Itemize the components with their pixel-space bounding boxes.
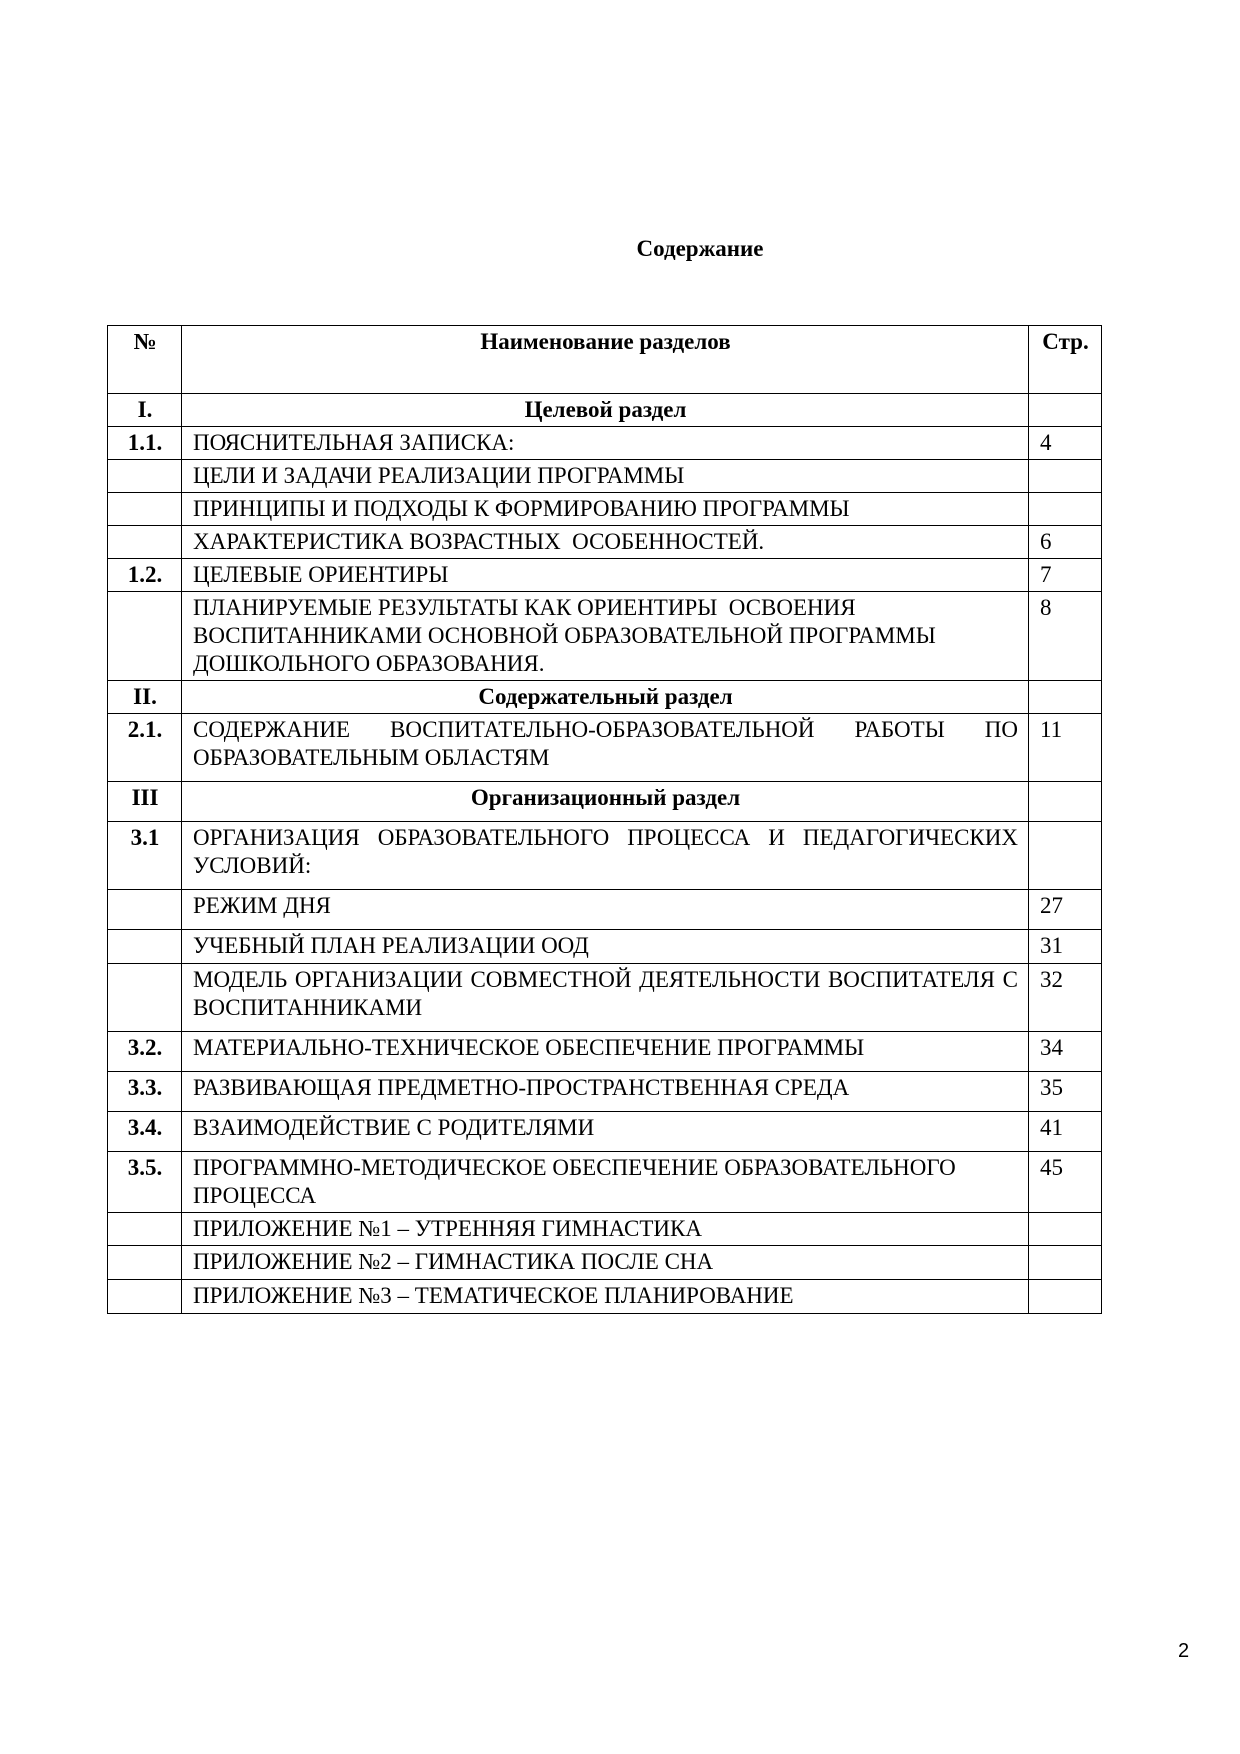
row-page: [1029, 782, 1102, 822]
section-heading: Организационный раздел: [182, 782, 1029, 822]
row-page: [1029, 493, 1102, 526]
row-page: [1029, 460, 1102, 493]
row-number: [108, 1213, 182, 1246]
row-title: МОДЕЛЬ ОРГАНИЗАЦИИ СОВМЕСТНОЙ ДЕЯТЕЛЬНОСТИ ВОСПИТАТЕЛЯ С ВОСПИТАННИКАМИ: [182, 964, 1029, 1032]
row-page: 11: [1029, 714, 1102, 782]
row-page: 8: [1029, 592, 1102, 681]
row-title: ХАРАКТЕРИСТИКА ВОЗРАСТНЫХ ОСОБЕННОСТЕЙ.: [182, 526, 1029, 559]
table-row: [108, 526, 1102, 559]
row-page: [1029, 1246, 1102, 1280]
page-number: 2: [1178, 1640, 1190, 1662]
row-page: 27: [1029, 890, 1102, 930]
table-row-section-1: [108, 394, 1102, 427]
row-title: ПРИЛОЖЕНИЕ №2 – ГИМНАСТИКА ПОСЛЕ СНА: [182, 1246, 1029, 1280]
page-title: Содержание: [636, 236, 764, 261]
row-number: 3.4.: [108, 1112, 182, 1152]
row-title: СОДЕРЖАНИЕ ВОСПИТАТЕЛЬНО-ОБРАЗОВАТЕЛЬНОЙ РАБОТЫ ПО ОБРАЗОВАТЕЛЬНЫМ ОБЛАСТЯМ: [182, 714, 1029, 782]
row-page: [1029, 822, 1102, 890]
row-number: [108, 526, 182, 559]
table-row: [108, 930, 1102, 964]
table-row: [108, 1152, 1102, 1213]
row-page: 31: [1029, 930, 1102, 964]
header-page: Стр.: [1029, 326, 1102, 394]
row-page: 7: [1029, 559, 1102, 592]
row-page: 41: [1029, 1112, 1102, 1152]
table-header-row: [108, 326, 1102, 394]
row-number: 3.2.: [108, 1032, 182, 1072]
row-page: 34: [1029, 1032, 1102, 1072]
row-page: 6: [1029, 526, 1102, 559]
row-page: 4: [1029, 427, 1102, 460]
row-number: 1.2.: [108, 559, 182, 592]
row-number: [108, 493, 182, 526]
table-row: [108, 714, 1102, 782]
table-row: [108, 1280, 1102, 1314]
table-row: [108, 822, 1102, 890]
row-title: ПРИЛОЖЕНИЕ №3 – ТЕМАТИЧЕСКОЕ ПЛАНИРОВАНИЕ: [182, 1280, 1029, 1314]
row-page: [1029, 394, 1102, 427]
row-number: [108, 964, 182, 1032]
row-page: 32: [1029, 964, 1102, 1032]
row-number: [108, 890, 182, 930]
row-number: 1.1.: [108, 427, 182, 460]
table-row: [108, 1032, 1102, 1072]
row-number: 3.3.: [108, 1072, 182, 1112]
table-row: [108, 1112, 1102, 1152]
table-row: [108, 427, 1102, 460]
row-number: [108, 1246, 182, 1280]
table-row: [108, 1246, 1102, 1280]
table-of-contents: [107, 325, 1102, 1314]
table-row: [108, 559, 1102, 592]
header-number: №: [108, 326, 182, 394]
row-page: 35: [1029, 1072, 1102, 1112]
table-row: [108, 1072, 1102, 1112]
row-title: ПРИЛОЖЕНИЕ №1 – УТРЕННЯЯ ГИМНАСТИКА: [182, 1213, 1029, 1246]
row-title: ЦЕЛИ И ЗАДАЧИ РЕАЛИЗАЦИИ ПРОГРАММЫ: [182, 460, 1029, 493]
table-row: [108, 592, 1102, 681]
row-title: ПРОГРАММНО-МЕТОДИЧЕСКОЕ ОБЕСПЕЧЕНИЕ ОБРАЗОВАТЕЛЬНОГО ПРОЦЕССА: [182, 1152, 1029, 1213]
row-number: 3.5.: [108, 1152, 182, 1213]
row-title: РЕЖИМ ДНЯ: [182, 890, 1029, 930]
row-page: [1029, 681, 1102, 714]
row-title: УЧЕБНЫЙ ПЛАН РЕАЛИЗАЦИИ ООД: [182, 930, 1029, 964]
row-number: I.: [108, 394, 182, 427]
row-page: 45: [1029, 1152, 1102, 1213]
row-title: ЦЕЛЕВЫЕ ОРИЕНТИРЫ: [182, 559, 1029, 592]
table-row: [108, 460, 1102, 493]
row-title: МАТЕРИАЛЬНО-ТЕХНИЧЕСКОЕ ОБЕСПЕЧЕНИЕ ПРОГРАММЫ: [182, 1032, 1029, 1072]
row-title: ПРИНЦИПЫ И ПОДХОДЫ К ФОРМИРОВАНИЮ ПРОГРАММЫ: [182, 493, 1029, 526]
row-number: [108, 592, 182, 681]
table-row: [108, 890, 1102, 930]
row-number: [108, 1280, 182, 1314]
section-heading: Содержательный раздел: [182, 681, 1029, 714]
table-row-section-3: [108, 782, 1102, 822]
row-title: ПЛАНИРУЕМЫЕ РЕЗУЛЬТАТЫ КАК ОРИЕНТИРЫ ОСВОЕНИЯ ВОСПИТАННИКАМИ ОСНОВНОЙ ОБРАЗОВАТЕЛЬНОЙ ПРОГРАММЫ ДОШКОЛЬНОГО ОБРАЗОВАНИЯ.: [182, 592, 1029, 681]
row-number: 3.1: [108, 822, 182, 890]
row-title: ОРГАНИЗАЦИЯ ОБРАЗОВАТЕЛЬНОГО ПРОЦЕССА И ПЕДАГОГИЧЕСКИХ УСЛОВИЙ:: [182, 822, 1029, 890]
row-number: [108, 930, 182, 964]
row-page: [1029, 1280, 1102, 1314]
table-row: [108, 493, 1102, 526]
table-row: [108, 964, 1102, 1032]
row-page: [1029, 1213, 1102, 1246]
row-number: [108, 460, 182, 493]
row-number: 2.1.: [108, 714, 182, 782]
section-heading: Целевой раздел: [182, 394, 1029, 427]
row-title: ПОЯСНИТЕЛЬНАЯ ЗАПИСКА:: [182, 427, 1029, 460]
row-title: РАЗВИВАЮЩАЯ ПРЕДМЕТНО-ПРОСТРАНСТВЕННАЯ СРЕДА: [182, 1072, 1029, 1112]
header-section-name: Наименование разделов: [182, 326, 1029, 394]
row-number: III: [108, 782, 182, 822]
row-title: ВЗАИМОДЕЙСТВИЕ С РОДИТЕЛЯМИ: [182, 1112, 1029, 1152]
table-row: [108, 1213, 1102, 1246]
row-number: II.: [108, 681, 182, 714]
table-row-section-2: [108, 681, 1102, 714]
